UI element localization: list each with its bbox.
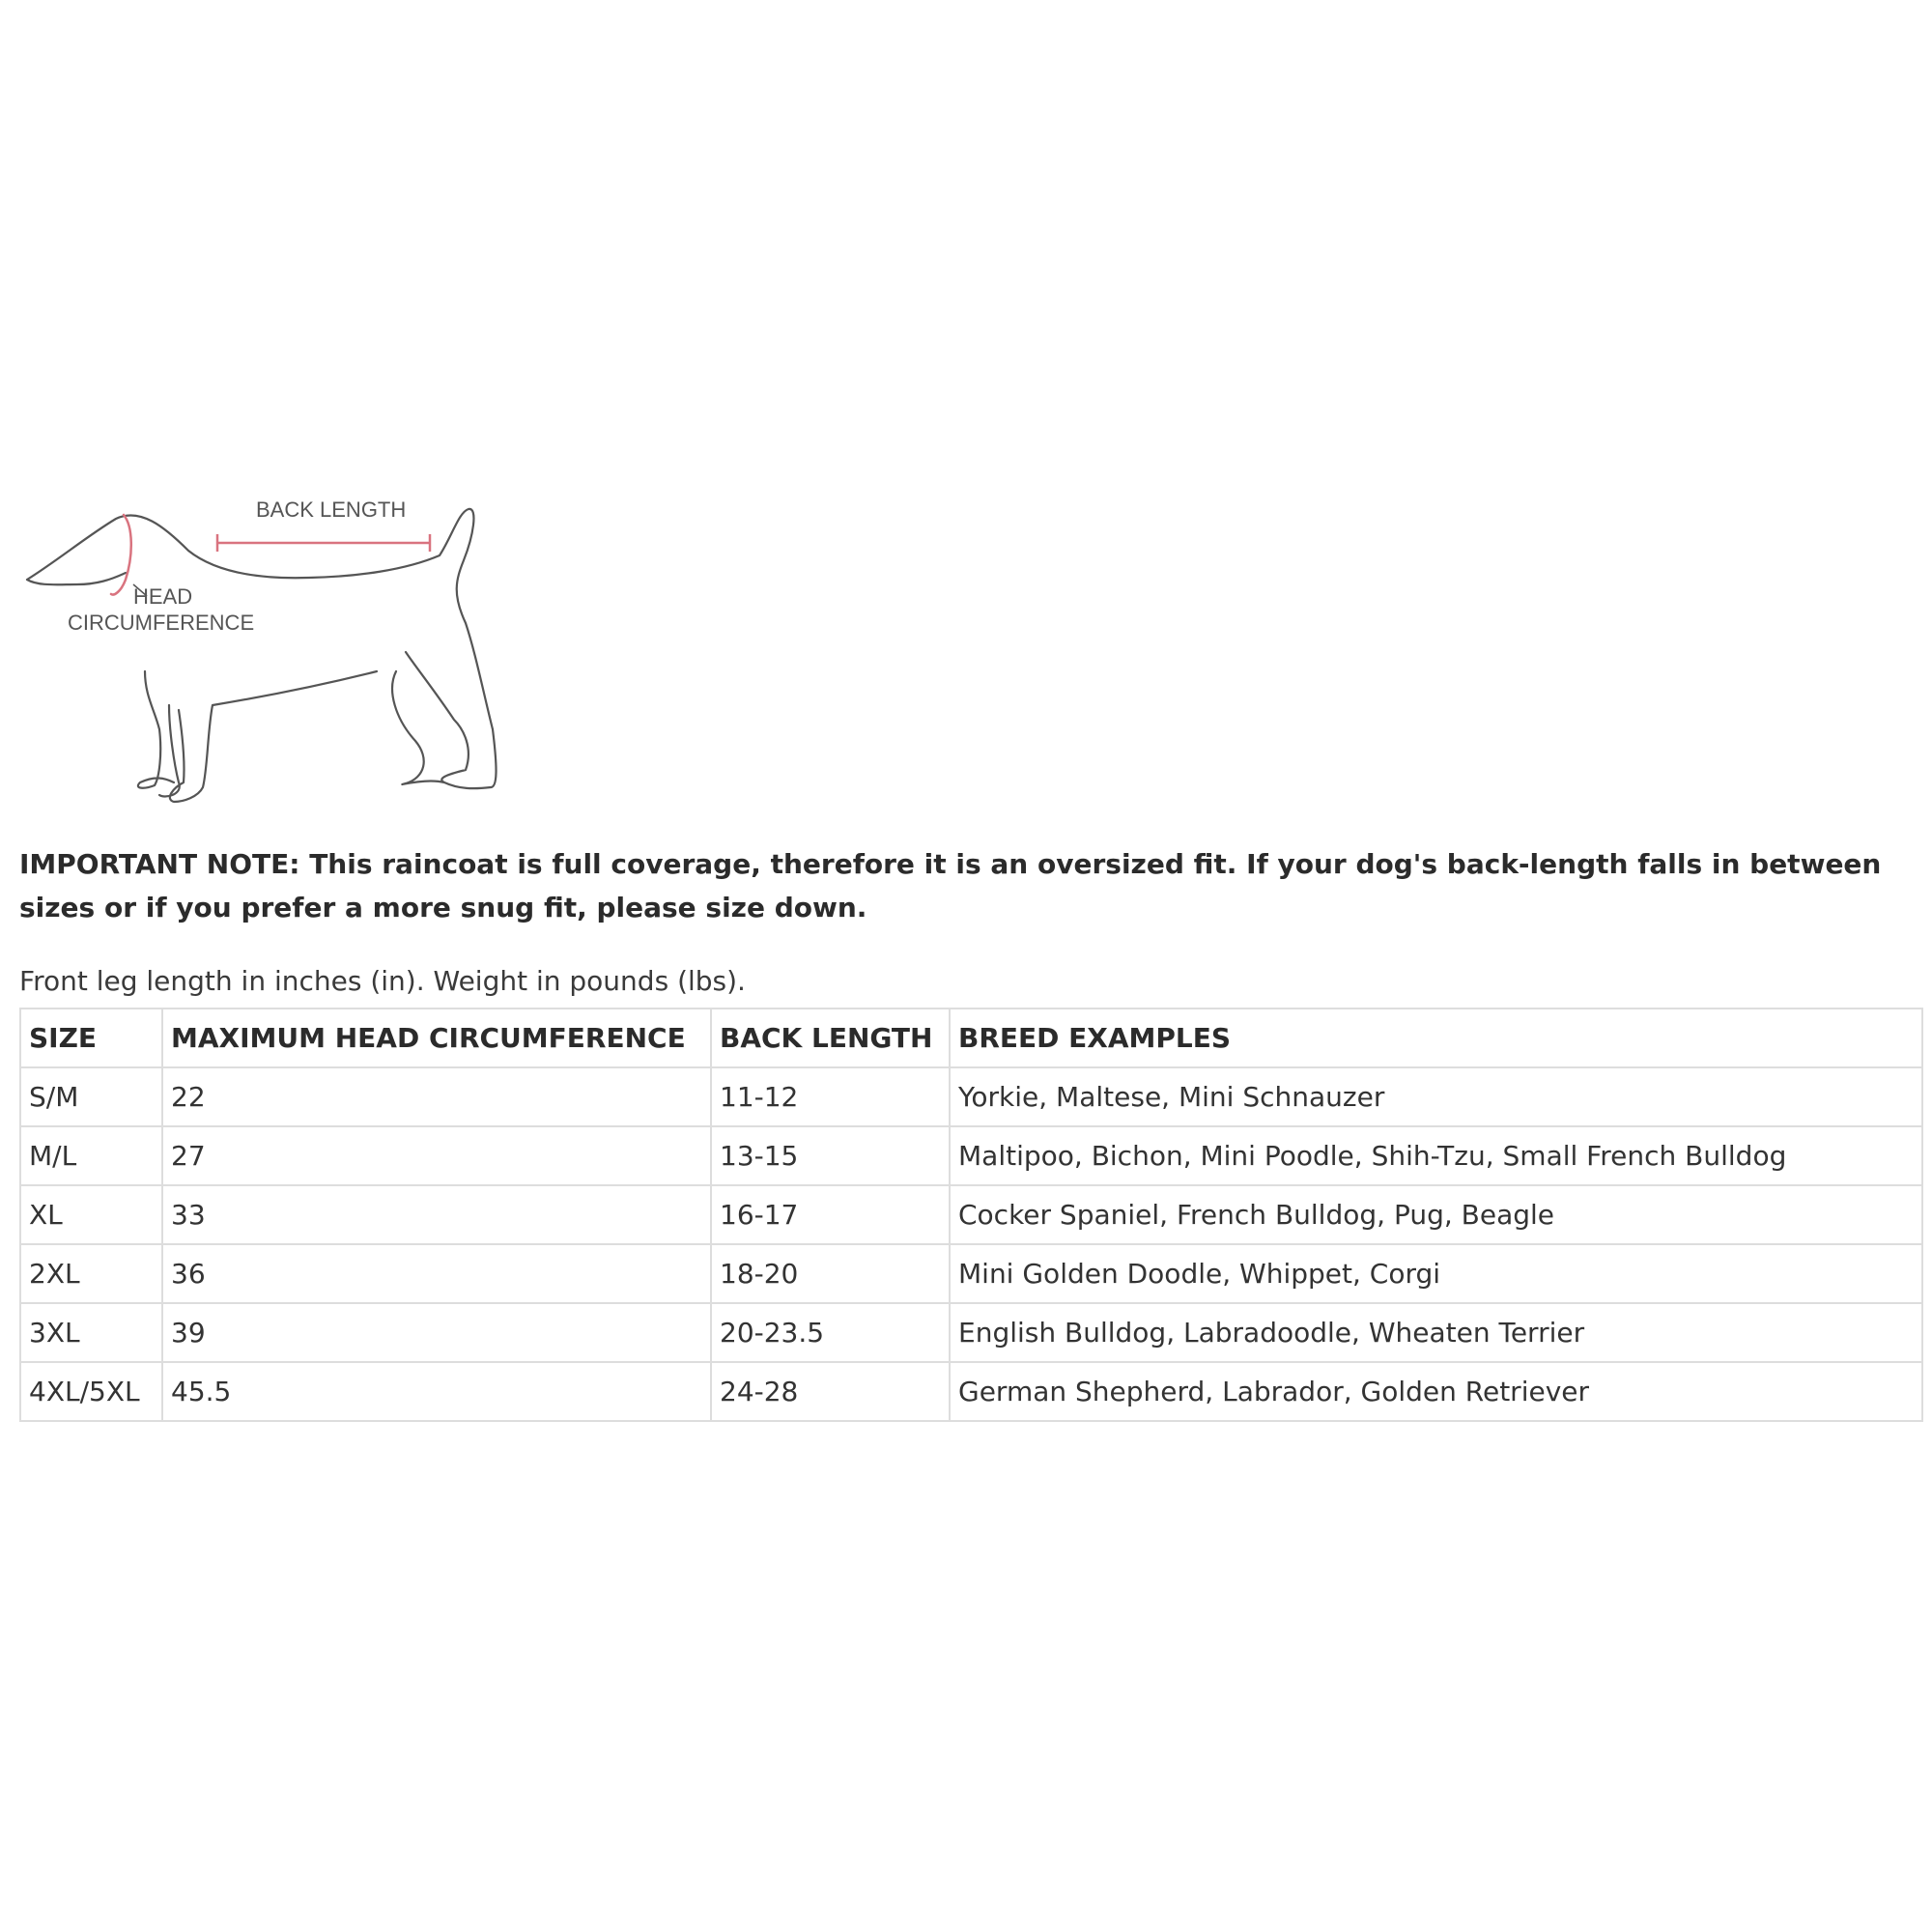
table-row [20, 1244, 1922, 1303]
dog-outline-illustration [19, 488, 512, 811]
cell-breeds: Yorkie, Maltese, Mini Schnauzer [950, 1067, 1922, 1126]
back-length-label: BACK LENGTH [256, 497, 407, 522]
table-row [20, 1362, 1922, 1421]
cell-size: S/M [20, 1067, 162, 1126]
important-note: IMPORTANT NOTE: This raincoat is full coverage, therefore it is an oversized fit. If your dog's back-length falls in between sizes or if you prefer a more snug fit, please size down. [19, 848, 1882, 923]
cell-size: M/L [20, 1126, 162, 1185]
header-breed-examples: BREED EXAMPLES [950, 1009, 1922, 1067]
cell-head: 27 [162, 1126, 711, 1185]
size-chart-table [19, 1008, 1923, 1422]
table-row [20, 1126, 1922, 1185]
cell-head: 39 [162, 1303, 711, 1362]
cell-breeds: Mini Golden Doodle, Whippet, Corgi [950, 1244, 1922, 1303]
header-max-head-circumference: MAXIMUM HEAD CIRCUMFERENCE [162, 1009, 711, 1067]
header-size: SIZE [20, 1009, 162, 1067]
cell-back: 16-17 [711, 1185, 950, 1244]
cell-back: 20-23.5 [711, 1303, 950, 1362]
units-caption: Front leg length in inches (in). Weight in pounds (lbs). [19, 965, 746, 997]
cell-back: 13-15 [711, 1126, 950, 1185]
dog-body-outline [27, 509, 497, 802]
dog-measurement-diagram [19, 488, 512, 811]
cell-head: 33 [162, 1185, 711, 1244]
cell-back: 11-12 [711, 1067, 950, 1126]
head-circumference-marker [111, 515, 131, 594]
table-row [20, 1067, 1922, 1126]
head-label-line1: HEAD [133, 584, 193, 609]
cell-size: XL [20, 1185, 162, 1244]
cell-head: 22 [162, 1067, 711, 1126]
table-row [20, 1185, 1922, 1244]
cell-breeds: Maltipoo, Bichon, Mini Poodle, Shih-Tzu, Small French Bulldog [950, 1126, 1922, 1185]
cell-breeds: Cocker Spaniel, French Bulldog, Pug, Beagle [950, 1185, 1922, 1244]
cell-breeds: German Shepherd, Labrador, Golden Retriever [950, 1362, 1922, 1421]
cell-head: 45.5 [162, 1362, 711, 1421]
cell-back: 24-28 [711, 1362, 950, 1421]
cell-size: 2XL [20, 1244, 162, 1303]
cell-head: 36 [162, 1244, 711, 1303]
head-label-line2: CIRCUMFERENCE [68, 611, 255, 635]
cell-size: 3XL [20, 1303, 162, 1362]
table-header-row [20, 1009, 1922, 1067]
header-back-length: BACK LENGTH [711, 1009, 950, 1067]
cell-size: 4XL/5XL [20, 1362, 162, 1421]
cell-breeds: English Bulldog, Labradoodle, Wheaten Terrier [950, 1303, 1922, 1362]
table-row [20, 1303, 1922, 1362]
cell-back: 18-20 [711, 1244, 950, 1303]
